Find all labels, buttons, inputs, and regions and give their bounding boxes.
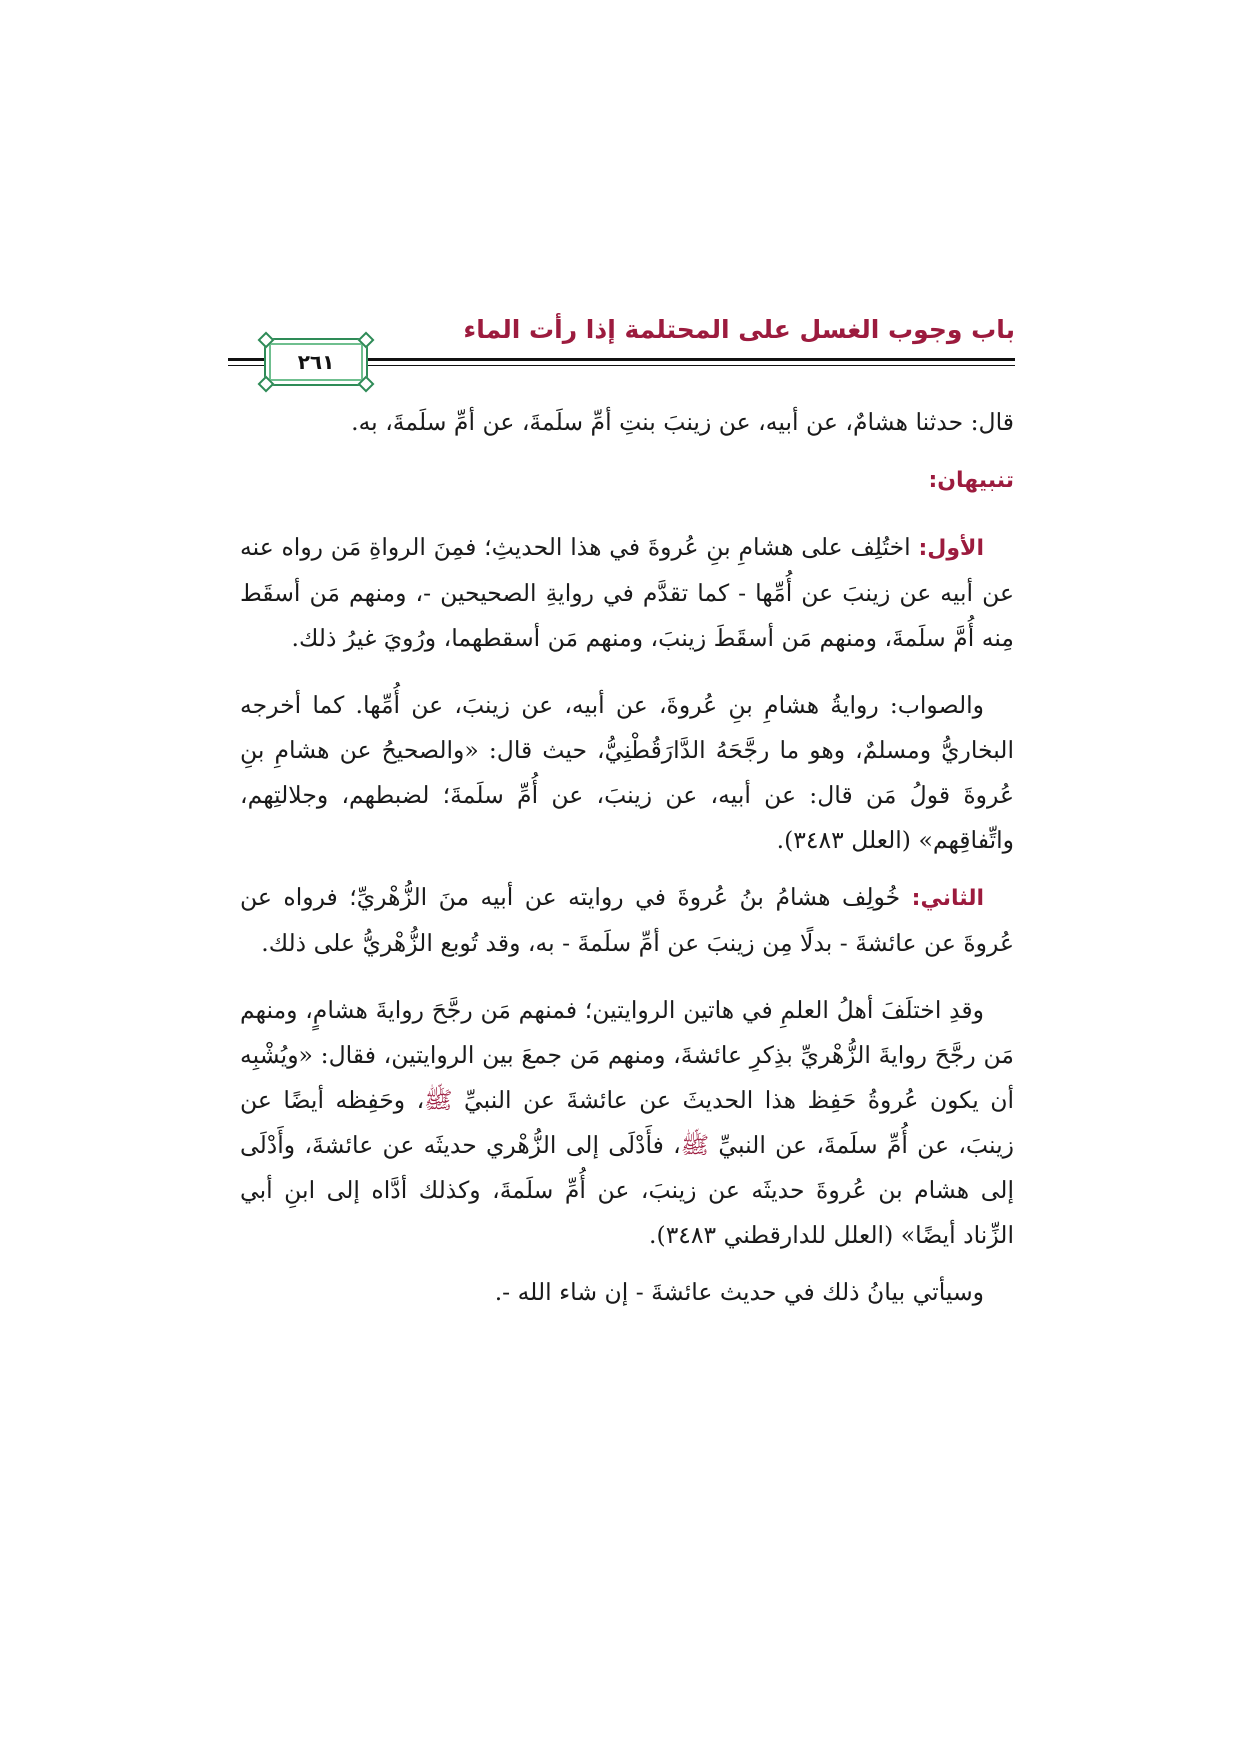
frame-ornament-icon (358, 376, 375, 393)
paragraph-scholars-opinion (240, 988, 1014, 1258)
paragraph-closing: وسيأتي بيانُ ذلك في حديث عائشةَ - إن شاء الله -. (494, 1278, 984, 1306)
page-number: ٢٦١ (297, 350, 335, 374)
second-note-label: الثاني: (911, 886, 984, 911)
body-text (240, 400, 1014, 1315)
frame-ornament-icon (258, 332, 275, 349)
paragraph-first-note (240, 525, 1014, 661)
notes-heading (240, 457, 1014, 503)
paragraph-correct-view: والصواب: روايةُ هشامِ بنِ عُروةَ، عن أبيه، عن زينبَ، عن أُمِّها. كما أخرجه البخاريُّ ومسلمٌ، وهو ما رجَّحَهُ الدَّارَقُطْنِيُّ، حيث قال: «والصحيحُ عن هشامِ بنِ عُروةَ قولُ مَن قال: عن أبيه، عن زينبَ، عن أُمِّ سلَمةَ؛ لضبطهم، وجلالتِهم، واتِّفاقِهم» (العلل ٣٤٨٣). (240, 691, 1014, 854)
page-number-frame (264, 338, 368, 386)
paragraph-second-note (240, 875, 1014, 966)
scholars-text-part3: ، فأَدْلَى إلى الزُّهْري حديثَه عن عائشةَ، وأَدْلَى إلى هشام بن عُروةَ حديثَه عن زينبَ، عن أُمِّ سلَمةَ، وكذلك أدَّاه إلى ابنِ أبي الزِّناد أيضًا» (العلل للدارقطني ٣٤٨٣). (240, 1131, 1014, 1249)
honorific-glyph: ﷺ (680, 1131, 710, 1159)
frame-ornament-icon (258, 376, 275, 393)
section-heading: تنبيهان: (928, 468, 1014, 493)
chapter-title: باب وجوب الغسل على المحتلمة إذا رأت الماء (463, 315, 1015, 344)
frame-ornament-icon (358, 332, 375, 349)
first-note-label: الأول: (918, 536, 984, 561)
second-note-text: خُولِف هشامُ بنُ عُروةَ في روايته عن أبيه منَ الزُّهْريِّ؛ فرواه عن عُروةَ عن عائشةَ - بدلًا مِن زينبَ عن أمِّ سلَمةَ - به، وقد تُوبع الزُّهْريُّ على ذلك. (240, 883, 1014, 957)
scholars-text-part1: وقدِ اختلَفَ أهلُ العلمِ في هاتين الروايتين؛ فمنهم مَن رجَّحَ روايةَ هشامٍ، ومنهم مَن رجَّحَ روايةَ الزُّهْريِّ بذِكرِ عائشةَ، ومنهم مَن جمعَ بين الروايتين، فقال: «ويُشْبِه أن يكون عُروةُ حَفِظ هذا الحديثَ عن عائشةَ عن النبيِّ (240, 996, 1015, 1114)
honorific-glyph: ﷺ (424, 1086, 453, 1114)
first-note-text: اختُلِف على هشامِ بنِ عُروةَ في هذا الحديثِ؛ فمِنَ الرواةِ مَن رواه عنه عن أبيه عن زينبَ عن أُمِّها - كما تقدَّم في روايةِ الصحيحين -، ومنهم مَن أسقَط مِنه أُمَّ سلَمةَ، ومنهم مَن أسقَطَ زينبَ، ومنهم مَن أسقطهما، ورُويَ غيرُ ذلك. (240, 533, 1014, 652)
running-header (228, 310, 1015, 374)
intro-line: قال: حدثنا هشامٌ، عن أبيه، عن زينبَ بنتِ أمِّ سلَمةَ، عن أمِّ سلَمةَ، به. (351, 408, 1014, 436)
scholars-text-part2: ، وحَفِظه أيضًا عن زينبَ، عن أُمِّ سلَمةَ، عن النبيِّ (240, 1086, 1014, 1159)
